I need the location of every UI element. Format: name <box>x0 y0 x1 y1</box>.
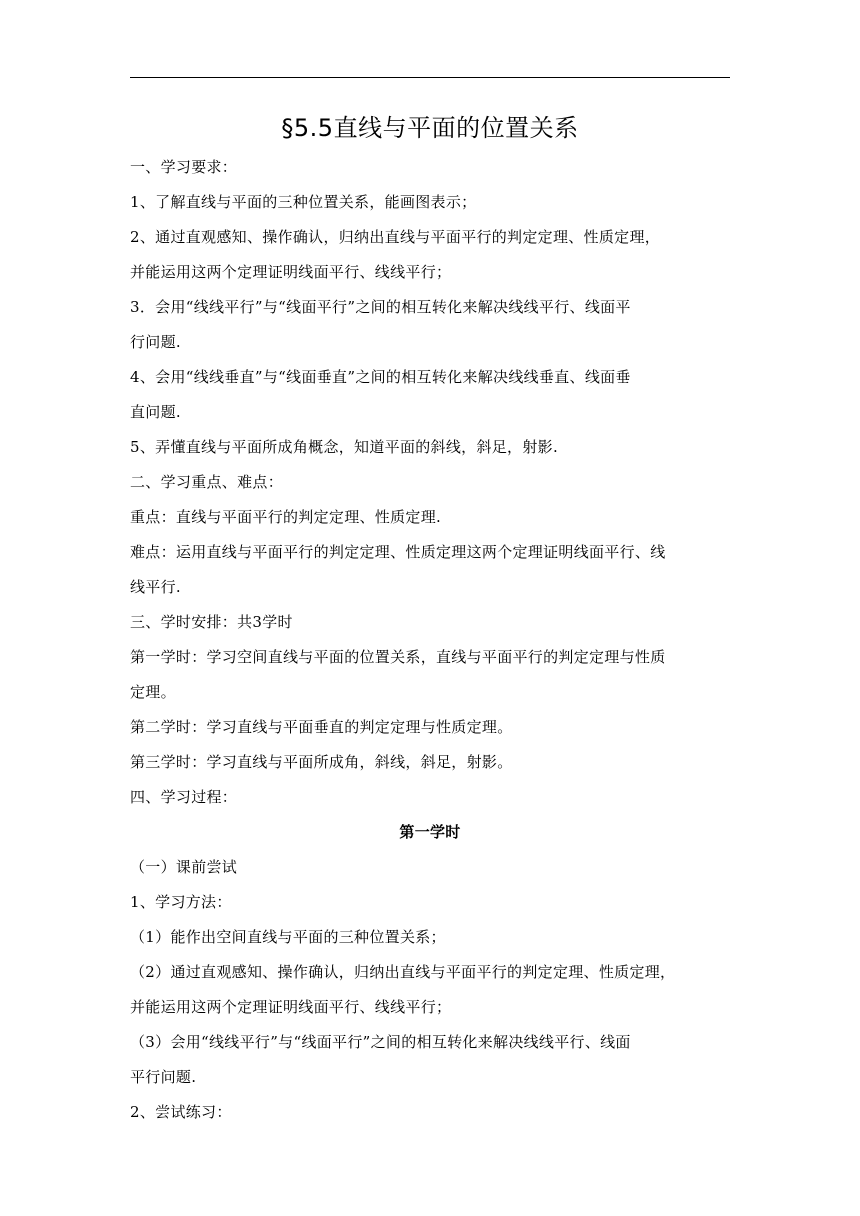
schedule-session-3: 第三学时：学习直线与平面所成角，斜线，斜足，射影。 <box>130 753 513 771</box>
page-title: §5.5直线与平面的位置关系 <box>281 114 579 142</box>
requirement-2-cont: 并能运用这两个定理证明线面平行、线线平行； <box>130 263 452 281</box>
section-heading-key-points: 二、学习重点、难点： <box>130 473 284 491</box>
section-heading-process: 四、学习过程： <box>130 788 238 806</box>
key-point: 重点：直线与平面平行的判定定理、性质定理. <box>130 508 442 526</box>
subheading-session-1: 第一学时 <box>399 823 461 841</box>
requirement-3-cont: 行问题. <box>130 333 181 351</box>
schedule-session-1: 第一学时：学习空间直线与平面的位置关系，直线与平面平行的判定定理与性质 <box>130 648 666 666</box>
header-rule <box>130 77 730 78</box>
method-item-2: （2）通过直观感知、操作确认，归纳出直线与平面平行的判定定理、性质定理， <box>130 963 676 981</box>
document-body <box>130 150 730 1130</box>
requirement-5: 5、弄懂直线与平面所成角概念，知道平面的斜线，斜足，射影. <box>130 438 559 456</box>
section-heading-schedule: 三、学时安排：共3学时 <box>130 613 293 631</box>
requirement-4-cont: 直问题. <box>130 403 181 421</box>
method-item-2-cont: 并能运用这两个定理证明线面平行、线线平行； <box>130 998 452 1016</box>
requirement-3: 3．会用“线线平行”与“线面平行”之间的相互转化来解决线线平行、线面平 <box>130 298 631 316</box>
section-heading-requirements: 一、学习要求： <box>130 158 238 176</box>
difficult-point: 难点：运用直线与平面平行的判定定理、性质定理这两个定理证明线面平行、线 <box>130 543 666 561</box>
method-heading: 1、学习方法： <box>130 893 232 911</box>
practice-heading: 2、尝试练习： <box>130 1103 232 1121</box>
requirement-2: 2、通过直观感知、操作确认，归纳出直线与平面平行的判定定理、性质定理， <box>130 228 661 246</box>
schedule-session-2: 第二学时：学习直线与平面垂直的判定定理与性质定理。 <box>130 718 513 736</box>
difficult-point-cont: 线平行. <box>130 578 181 596</box>
method-item-3: （3）会用“线线平行”与“线面平行”之间的相互转化来解决线线平行、线面 <box>130 1033 631 1051</box>
requirement-1: 1、了解直线与平面的三种位置关系，能画图表示； <box>130 193 477 211</box>
part-heading-preview: （一）课前尝试 <box>130 858 238 876</box>
schedule-session-1-cont: 定理。 <box>130 683 176 701</box>
method-item-1: （1）能作出空间直线与平面的三种位置关系； <box>130 928 446 946</box>
requirement-4: 4、会用“线线垂直”与“线面垂直”之间的相互转化来解决线线垂直、线面垂 <box>130 368 631 386</box>
method-item-3-cont: 平行问题. <box>130 1068 197 1086</box>
